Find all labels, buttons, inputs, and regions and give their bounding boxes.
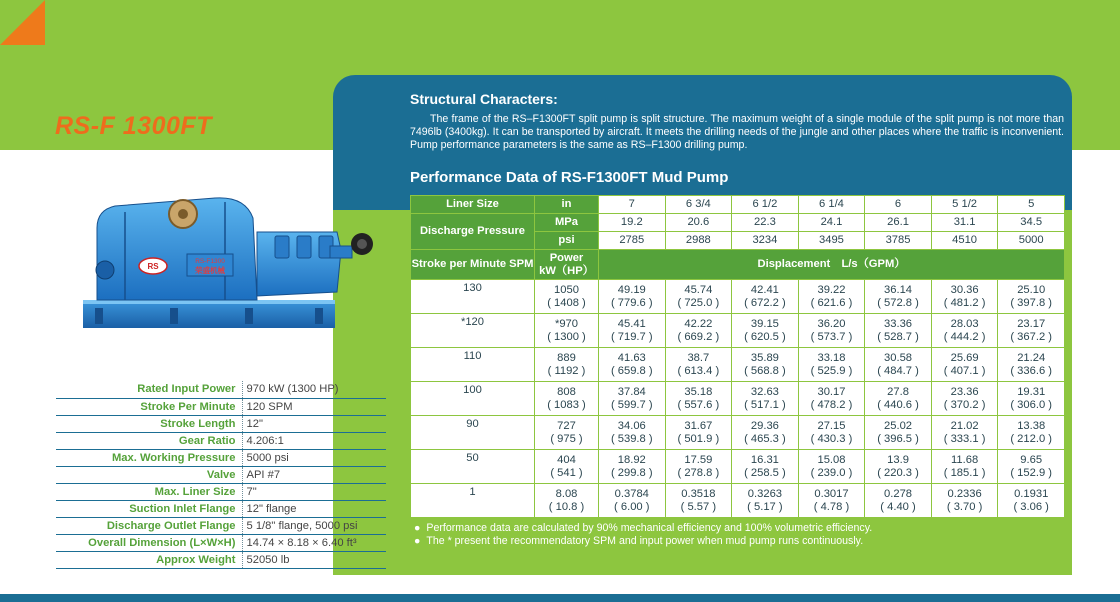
displacement-cell — [798, 484, 865, 518]
displacement-ls: 0.278 — [884, 488, 913, 500]
structural-heading: Structural Characters: — [410, 91, 558, 107]
displacement-gpm: ( 6.00 ) — [614, 500, 650, 513]
displacement-cell — [998, 348, 1065, 382]
displacement-gpm: ( 5.57 ) — [680, 500, 717, 513]
spm-label: Stroke per Minute SPM — [411, 250, 535, 280]
displacement-gpm: ( 444.2 ) — [943, 330, 986, 343]
performance-row — [411, 280, 1065, 314]
displacement-gpm: ( 539.8 ) — [610, 432, 653, 445]
displacement-cell — [665, 348, 732, 382]
displacement-gpm: ( 5.17 ) — [747, 500, 783, 513]
displacement-ls: 31.67 — [684, 420, 713, 432]
spec-label: Max. Working Pressure — [56, 449, 242, 466]
displacement-cell — [931, 416, 998, 450]
displacement-gpm: ( 478.2 ) — [810, 398, 853, 411]
mpa-cell: 19.2 — [599, 214, 666, 232]
displacement-gpm: ( 620.5 ) — [744, 330, 786, 343]
mpa-unit: MPa — [535, 214, 599, 232]
displacement-ls: 42.22 — [684, 318, 713, 330]
displacement-gpm: ( 525.9 ) — [810, 364, 853, 377]
bullet-icon: ● — [414, 535, 421, 547]
displacement-gpm: ( 659.8 ) — [610, 364, 653, 377]
displacement-ls: 49.19 — [617, 284, 646, 296]
psi-cell: 2785 — [599, 232, 666, 250]
psi-cell: 3234 — [732, 232, 799, 250]
liner-size-label: Liner Size — [411, 196, 535, 214]
displacement-cell — [665, 280, 732, 314]
displacement-ls: 19.31 — [1017, 386, 1046, 398]
displacement-cell — [931, 382, 998, 416]
mpa-cell: 31.1 — [931, 214, 998, 232]
displacement-cell — [798, 314, 865, 348]
displacement-cell — [931, 450, 998, 484]
displacement-ls: 36.14 — [884, 284, 913, 296]
performance-heading: Performance Data of RS-F1300FT Mud Pump — [410, 169, 729, 186]
displacement-ls: 27.15 — [817, 420, 846, 432]
note-item — [410, 535, 1065, 548]
spec-row — [56, 517, 386, 534]
spec-row — [56, 500, 386, 517]
displacement-cell — [931, 348, 998, 382]
power-label-text: Power — [549, 252, 584, 264]
displacement-gpm: ( 407.1 ) — [943, 364, 986, 377]
displacement-ls: 33.18 — [817, 352, 846, 364]
spm-cell: 50 — [411, 450, 535, 484]
displacement-ls: 21.24 — [1017, 352, 1046, 364]
displacement-gpm: ( 258.5 ) — [744, 466, 786, 479]
displacement-cell — [931, 314, 998, 348]
power-hp: ( 1192 ) — [547, 364, 586, 377]
displacement-cell — [865, 450, 932, 484]
displacement-gpm: ( 333.1 ) — [943, 432, 986, 445]
displacement-ls: 36.20 — [817, 318, 846, 330]
displacement-cell — [665, 314, 732, 348]
displacement-cell — [798, 416, 865, 450]
displacement-gpm: ( 672.2 ) — [744, 296, 786, 309]
spec-label: Overall Dimension (L×W×H) — [56, 534, 242, 551]
displacement-cell — [998, 416, 1065, 450]
displacement-cell — [798, 450, 865, 484]
spec-label: Approx Weight — [56, 551, 242, 568]
displacement-gpm: ( 430.3 ) — [810, 432, 853, 445]
power-cell — [535, 382, 599, 416]
spec-value: 4.206:1 — [242, 432, 386, 449]
displacement-ls: 28.03 — [950, 318, 979, 330]
bullet-icon: ● — [414, 522, 421, 534]
mpa-cell: 24.1 — [798, 214, 865, 232]
displacement-ls: 16.31 — [750, 454, 779, 466]
displacement-ls: 9.65 — [1020, 454, 1043, 466]
displacement-gpm: ( 501.9 ) — [677, 432, 720, 445]
power-kw: 889 — [557, 352, 576, 364]
displacement-gpm: ( 278.8 ) — [677, 466, 720, 479]
discharge-pressure-label: Discharge Pressure — [411, 214, 535, 250]
displacement-gpm: ( 669.2 ) — [677, 330, 720, 343]
spec-value: 52050 lb — [242, 551, 386, 568]
note-text: The * present the recommendatory SPM and input power when mud pump runs continuously. — [426, 535, 864, 547]
displacement-ls: 27.8 — [887, 386, 909, 398]
displacement-cell — [798, 280, 865, 314]
spec-row — [56, 398, 386, 415]
power-kw: *970 — [554, 318, 579, 330]
displacement-cell — [998, 280, 1065, 314]
structural-text: The frame of the RS–F1300FT split pump is split structure. The maximum weight of a single module of the split pump is not more than 7496lb (3400kg). It can be transported by aircraft. It meets the drilling needs of the jungle and other places where the traffic is inconvenient. Pump performance parameters is the same as RS–F1300 drilling pump. — [410, 113, 1064, 151]
power-hp: ( 10.8 ) — [548, 500, 585, 513]
performance-row — [411, 348, 1065, 382]
displacement-ls: 30.58 — [884, 352, 913, 364]
displacement-ls: 0.2336 — [947, 488, 982, 500]
displacement-cell — [665, 450, 732, 484]
mpa-cell: 22.3 — [732, 214, 799, 232]
power-hp: ( 541 ) — [550, 466, 583, 479]
displacement-ls: 0.3518 — [681, 488, 716, 500]
power-kw: 404 — [557, 454, 576, 466]
displacement-ls: 25.69 — [950, 352, 979, 364]
displacement-ls: 25.02 — [884, 420, 913, 432]
displacement-cell — [599, 484, 666, 518]
spec-label: Stroke Per Minute — [56, 398, 242, 415]
psi-cell: 4510 — [931, 232, 998, 250]
skid-foot — [95, 308, 103, 324]
power-kw: 727 — [557, 420, 576, 432]
spm-cell: 1 — [411, 484, 535, 518]
mpa-row — [411, 214, 1065, 232]
displacement-cell — [998, 450, 1065, 484]
displacement-gpm: ( 397.8 ) — [1010, 296, 1053, 309]
displacement-gpm: ( 306.0 ) — [1010, 398, 1053, 411]
displacement-gpm: ( 528.7 ) — [877, 330, 919, 343]
power-hp: ( 1300 ) — [547, 330, 586, 343]
displacement-cell — [798, 348, 865, 382]
displacement-ls: 21.02 — [950, 420, 979, 432]
displacement-ls: 0.1931 — [1014, 488, 1049, 500]
model-title: RS-F 1300FT — [55, 112, 212, 140]
power-hp: ( 1408 ) — [547, 296, 586, 309]
displacement-gpm: ( 572.8 ) — [877, 296, 919, 309]
displacement-cell — [998, 314, 1065, 348]
spec-row — [56, 466, 386, 483]
skid-foot — [170, 308, 178, 324]
displacement-cell — [599, 382, 666, 416]
displacement-cell — [665, 382, 732, 416]
power-cell — [535, 450, 599, 484]
displacement-gpm: ( 336.6 ) — [1010, 364, 1053, 377]
performance-data-rows — [411, 280, 1065, 518]
spec-value: API #7 — [242, 466, 386, 483]
notes — [410, 522, 1065, 548]
psi-cell: 5000 — [998, 232, 1065, 250]
corner-accent — [0, 0, 45, 45]
power-kw: 808 — [557, 386, 576, 398]
displacement-cell — [732, 484, 799, 518]
displacement-gpm: ( 152.9 ) — [1010, 466, 1053, 479]
power-hp: ( 1083 ) — [547, 398, 586, 411]
displacement-label: Displacement L/s（GPM） — [599, 250, 1065, 280]
displacement-ls: 30.17 — [817, 386, 846, 398]
displacement-cell — [732, 280, 799, 314]
displacement-cell — [865, 348, 932, 382]
displacement-gpm: ( 484.7 ) — [877, 364, 919, 377]
mpa-cell: 20.6 — [665, 214, 732, 232]
subheader-row — [411, 250, 1065, 280]
power-cell — [535, 314, 599, 348]
displacement-gpm: ( 557.6 ) — [677, 398, 720, 411]
displacement-gpm: ( 568.8 ) — [744, 364, 786, 377]
displacement-cell — [732, 382, 799, 416]
power-cell — [535, 484, 599, 518]
displacement-cell — [599, 280, 666, 314]
displacement-ls: 0.3784 — [614, 488, 649, 500]
skid-rail — [83, 300, 335, 304]
power-cell — [535, 416, 599, 450]
displacement-cell — [998, 484, 1065, 518]
spm-cell: *120 — [411, 314, 535, 348]
displacement-ls: 0.3263 — [747, 488, 783, 500]
pinion-shaft — [96, 261, 114, 279]
note-item — [410, 522, 1065, 535]
displacement-ls: 35.89 — [750, 352, 779, 364]
displacement-ls: 15.08 — [817, 454, 846, 466]
valve-cover — [275, 236, 289, 258]
displacement-ls: 41.63 — [617, 352, 646, 364]
displacement-ls: 39.15 — [750, 318, 779, 330]
skid-foot — [245, 308, 253, 324]
displacement-ls: 45.41 — [617, 318, 646, 330]
displacement-gpm: ( 779.6 ) — [610, 296, 653, 309]
displacement-gpm: ( 370.2 ) — [943, 398, 986, 411]
performance-table — [410, 195, 1065, 518]
displacement-gpm: ( 4.40 ) — [880, 500, 916, 513]
displacement-ls: 11.68 — [951, 454, 979, 466]
displacement-cell — [665, 484, 732, 518]
displacement-ls: 39.22 — [817, 284, 846, 296]
displacement-gpm: ( 613.4 ) — [677, 364, 720, 377]
displacement-ls: 33.36 — [884, 318, 913, 330]
spec-value: 970 kW (1300 HP) — [242, 381, 386, 398]
displacement-ls: 25.10 — [1017, 284, 1046, 296]
discharge-pipe — [330, 246, 352, 258]
spec-label: Max. Liner Size — [56, 483, 242, 500]
note-text: Performance data are calculated by 90% mechanical efficiency and 100% volumetric efficiency. — [426, 522, 873, 534]
psi-cell: 3495 — [798, 232, 865, 250]
spm-cell: 100 — [411, 382, 535, 416]
power-kw: 1050 — [554, 284, 579, 296]
displacement-ls: 18.92 — [617, 454, 646, 466]
skid-foot — [315, 308, 323, 324]
liner-size-row — [411, 196, 1065, 214]
spec-label: Gear Ratio — [56, 432, 242, 449]
performance-row — [411, 450, 1065, 484]
spec-row — [56, 432, 386, 449]
displacement-ls: 0.3017 — [814, 488, 849, 500]
displacement-cell — [931, 280, 998, 314]
spm-cell: 90 — [411, 416, 535, 450]
spec-label: Stroke Length — [56, 415, 242, 432]
liner-size-unit: in — [535, 196, 599, 214]
displacement-ls: 13.38 — [1017, 420, 1046, 432]
power-cell — [535, 280, 599, 314]
displacement-gpm: ( 719.7 ) — [610, 330, 653, 343]
displacement-ls: 13.9 — [887, 454, 909, 466]
displacement-cell — [998, 382, 1065, 416]
power-kw: 8.08 — [555, 488, 578, 500]
spec-value: 5000 psi — [242, 449, 386, 466]
power-cell — [535, 348, 599, 382]
footer-band — [0, 594, 1120, 602]
spec-label: Suction Inlet Flange — [56, 500, 242, 517]
displacement-gpm: ( 3.06 ) — [1013, 500, 1049, 513]
logo-text: RS — [147, 262, 159, 271]
displacement-ls: 45.74 — [684, 284, 713, 296]
displacement-gpm: ( 4.78 ) — [813, 500, 850, 513]
liner-size-cell: 6 3/4 — [665, 196, 732, 214]
performance-section — [410, 195, 1065, 548]
displacement-gpm: ( 185.1 ) — [943, 466, 986, 479]
name-plate-company: 荣盛机械 — [195, 266, 225, 275]
displacement-gpm: ( 599.7 ) — [610, 398, 653, 411]
displacement-ls: 23.36 — [950, 386, 979, 398]
displacement-cell — [665, 416, 732, 450]
mud-pump-image — [75, 188, 375, 338]
displacement-ls: 35.18 — [684, 386, 713, 398]
displacement-cell — [732, 416, 799, 450]
spec-value: 12" — [242, 415, 386, 432]
psi-cell: 3785 — [865, 232, 932, 250]
displacement-gpm: ( 481.2 ) — [943, 296, 986, 309]
displacement-gpm: ( 3.70 ) — [946, 500, 983, 513]
spec-label: Rated Input Power — [56, 381, 242, 398]
displacement-gpm: ( 725.0 ) — [677, 296, 720, 309]
displacement-ls: 17.59 — [684, 454, 713, 466]
liner-size-cell: 6 1/4 — [798, 196, 865, 214]
displacement-gpm: ( 212.0 ) — [1010, 432, 1053, 445]
spm-cell: 110 — [411, 348, 535, 382]
performance-row — [411, 382, 1065, 416]
displacement-cell — [732, 450, 799, 484]
power-hp: ( 975 ) — [550, 432, 583, 445]
displacement-cell — [931, 484, 998, 518]
liner-size-cell: 6 — [865, 196, 932, 214]
valve-cover — [297, 236, 311, 258]
skid-base — [83, 300, 335, 328]
displacement-ls: 32.63 — [750, 386, 779, 398]
power-label — [535, 250, 599, 280]
mpa-cell: 34.5 — [998, 214, 1065, 232]
displacement-gpm: ( 239.0 ) — [810, 466, 853, 479]
liner-size-cell: 5 1/2 — [931, 196, 998, 214]
spec-value: 14.74 × 8.18 × 6.40 ft³ — [242, 534, 386, 551]
spec-label: Valve — [56, 466, 242, 483]
spec-value: 120 SPM — [242, 398, 386, 415]
psi-unit: psi — [535, 232, 599, 250]
performance-row — [411, 416, 1065, 450]
displacement-cell — [599, 314, 666, 348]
displacement-ls: 42.41 — [750, 284, 779, 296]
displacement-gpm: ( 465.3 ) — [744, 432, 786, 445]
name-plate-model: RS-F1300 — [195, 258, 225, 265]
displacement-gpm: ( 573.7 ) — [810, 330, 853, 343]
power-unit-text: kW（HP） — [539, 264, 594, 277]
performance-row — [411, 484, 1065, 518]
spec-row — [56, 381, 386, 398]
liner-size-cell: 6 1/2 — [732, 196, 799, 214]
displacement-gpm: ( 367.2 ) — [1010, 330, 1053, 343]
spec-label: Discharge Outlet Flange — [56, 517, 242, 534]
displacement-ls: 30.36 — [950, 284, 979, 296]
displacement-ls: 37.84 — [617, 386, 646, 398]
displacement-cell — [865, 416, 932, 450]
spec-row — [56, 534, 386, 551]
displacement-gpm: ( 396.5 ) — [877, 432, 919, 445]
displacement-cell — [599, 450, 666, 484]
spec-row — [56, 551, 386, 568]
displacement-ls: 23.17 — [1017, 318, 1046, 330]
spec-table — [56, 381, 386, 569]
displacement-gpm: ( 220.3 ) — [877, 466, 919, 479]
displacement-ls: 29.36 — [750, 420, 779, 432]
spec-row — [56, 449, 386, 466]
psi-cell: 2988 — [665, 232, 732, 250]
displacement-gpm: ( 517.1 ) — [744, 398, 786, 411]
liner-size-cell: 7 — [599, 196, 666, 214]
displacement-cell — [865, 280, 932, 314]
displacement-ls: 38.7 — [687, 352, 710, 364]
displacement-gpm: ( 299.8 ) — [610, 466, 653, 479]
displacement-cell — [732, 314, 799, 348]
displacement-ls: 34.06 — [617, 420, 646, 432]
spec-value: 7" — [242, 483, 386, 500]
spm-cell: 130 — [411, 280, 535, 314]
spec-row — [56, 483, 386, 500]
displacement-cell — [732, 348, 799, 382]
spec-value: 12" flange — [242, 500, 386, 517]
displacement-gpm: ( 440.6 ) — [877, 398, 919, 411]
displacement-cell — [798, 382, 865, 416]
spec-row — [56, 415, 386, 432]
liner-size-cell: 5 — [998, 196, 1065, 214]
spec-value: 5 1/8" flange, 5000 psi — [242, 517, 386, 534]
mpa-cell: 26.1 — [865, 214, 932, 232]
displacement-cell — [865, 484, 932, 518]
displacement-cell — [865, 382, 932, 416]
performance-row — [411, 314, 1065, 348]
displacement-cell — [599, 348, 666, 382]
displacement-cell — [599, 416, 666, 450]
displacement-cell — [865, 314, 932, 348]
displacement-gpm: ( 621.6 ) — [810, 296, 853, 309]
